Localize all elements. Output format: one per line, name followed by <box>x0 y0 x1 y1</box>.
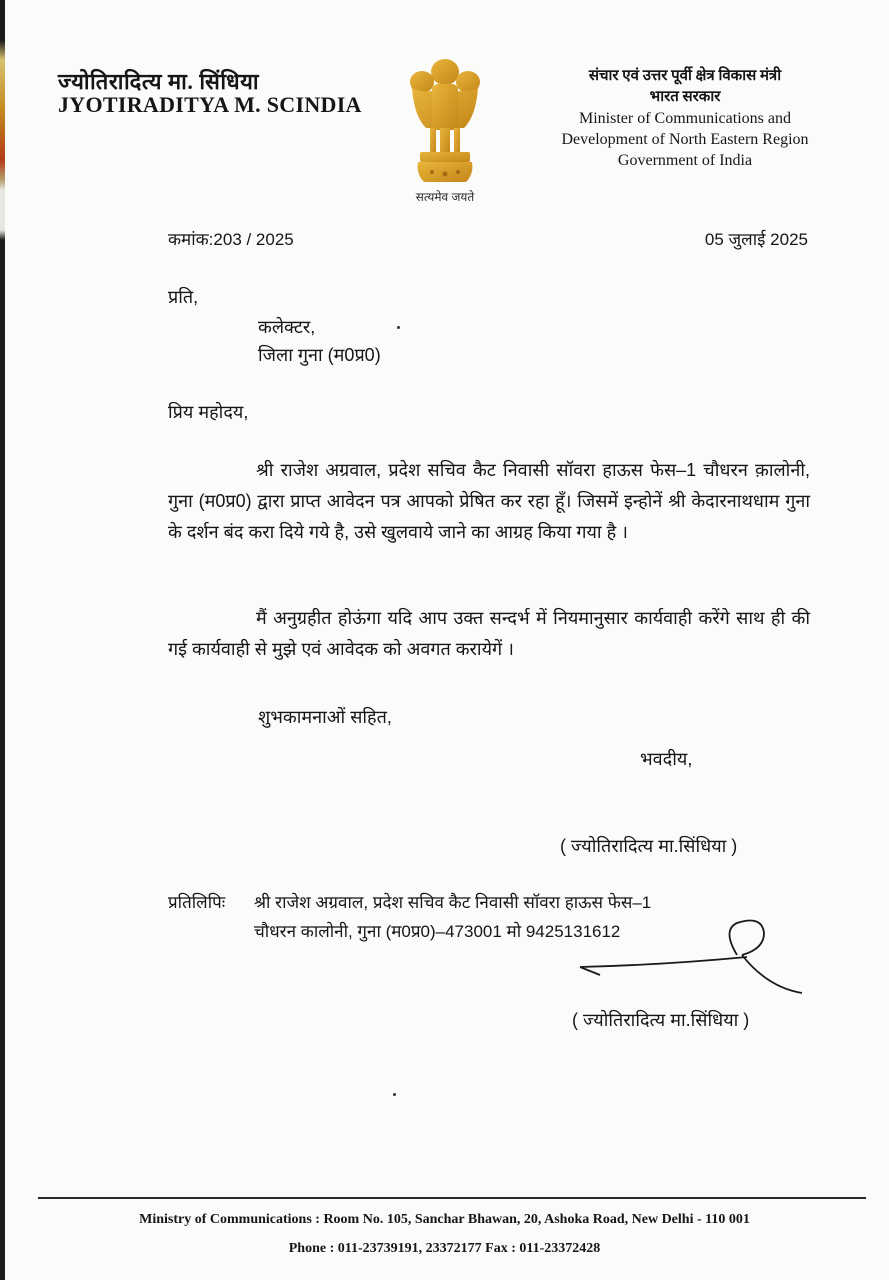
closing-regards: शुभकामनाओं सहित, <box>258 707 392 727</box>
reference-number: कमांक:203 / 2025 <box>168 230 294 249</box>
designation-block <box>535 66 835 171</box>
lion-capital-icon <box>402 56 488 186</box>
footer-divider <box>38 1197 866 1199</box>
footer-address: Ministry of Communications : Room No. 105, Sanchar Bhawan, 20, Ashoka Road, New Delhi - 110 001 <box>139 1212 750 1227</box>
footer-phone: Phone : 011-23739191, 23372177 Fax : 011-23372428 <box>288 1241 601 1256</box>
recipient-address <box>258 313 381 369</box>
recipient-line1: कलेक्टर, <box>258 317 316 337</box>
designation-english-line1: Minister of Communications and <box>579 110 791 127</box>
emblem-motto: सत्यमेव जयते <box>415 190 475 204</box>
letter-date: 05 जुलाई 2025 <box>704 230 808 249</box>
body-paragraph-1: श्री राजेश अग्रवाल, प्रदेश सचिव कैट निवासी सॉवरा हाऊस फेस–1 चौधरन क़ालोनी, गुना (म0प्र0) द्वारा प्राप्त आवेदन पत्र आपको प्रेषित कर रहा हूँ। जिसमें इन्होनें श्री केदारनाथधाम गुना के दर्शन बंद करा दिये गये है, उसे खुलवाये जाने का आग्रह किया गया है । <box>168 460 810 542</box>
minister-name-hindi: ज्योतिरादित्य मा. सिंधिया <box>58 69 260 94</box>
closing-yours: भवदीय, <box>640 749 693 769</box>
scan-speck <box>397 326 400 329</box>
designation-english-line3: Government of India <box>617 152 753 169</box>
copy-line2: चौधरन कालोनी, गुना (म0प्र0)–473001 मो 9425131612 <box>254 922 621 941</box>
handwritten-signature <box>572 915 812 1005</box>
national-emblem <box>402 56 488 206</box>
body-paragraph-2: मैं अनुग्रहीत होऊंगा यदि आप उक्त सन्दर्भ में नियमानुसार कार्यवाही करेंगे साथ ही की गई कार्यवाही से मुझे एवं आवेदक को अवगत करायेगें । <box>168 608 810 659</box>
minister-name-english: JYOTIRADITYA M. SCINDIA <box>58 92 362 117</box>
designation-english-line2: Development of North Eastern Region <box>561 131 809 148</box>
to-label: प्रति, <box>168 287 199 307</box>
signatory-name-top: ( ज्योतिरादित्य मा.सिंधिया ) <box>560 836 738 856</box>
recipient-line2: जिला गुना (म0प्र0) <box>258 345 381 365</box>
copy-line1: श्री राजेश अग्रवाल, प्रदेश सचिव कैट निवासी सॉवरा हाऊस फेस–1 <box>254 893 652 912</box>
signatory-name-bottom: ( ज्योतिरादित्य मा.सिंधिया ) <box>572 1010 750 1030</box>
copy-label: प्रतिलिपिः <box>168 893 226 912</box>
signature-stroke-icon <box>572 915 812 1005</box>
salutation: प्रिय महोदय, <box>168 402 249 422</box>
scan-edge-strip <box>0 0 5 1280</box>
designation-hindi-line2: भारत सरकार <box>649 89 721 105</box>
scan-speck <box>393 1093 396 1096</box>
designation-hindi-line1: संचार एवं उत्तर पूर्वी क्षेत्र विकास मंत्री <box>588 68 782 84</box>
